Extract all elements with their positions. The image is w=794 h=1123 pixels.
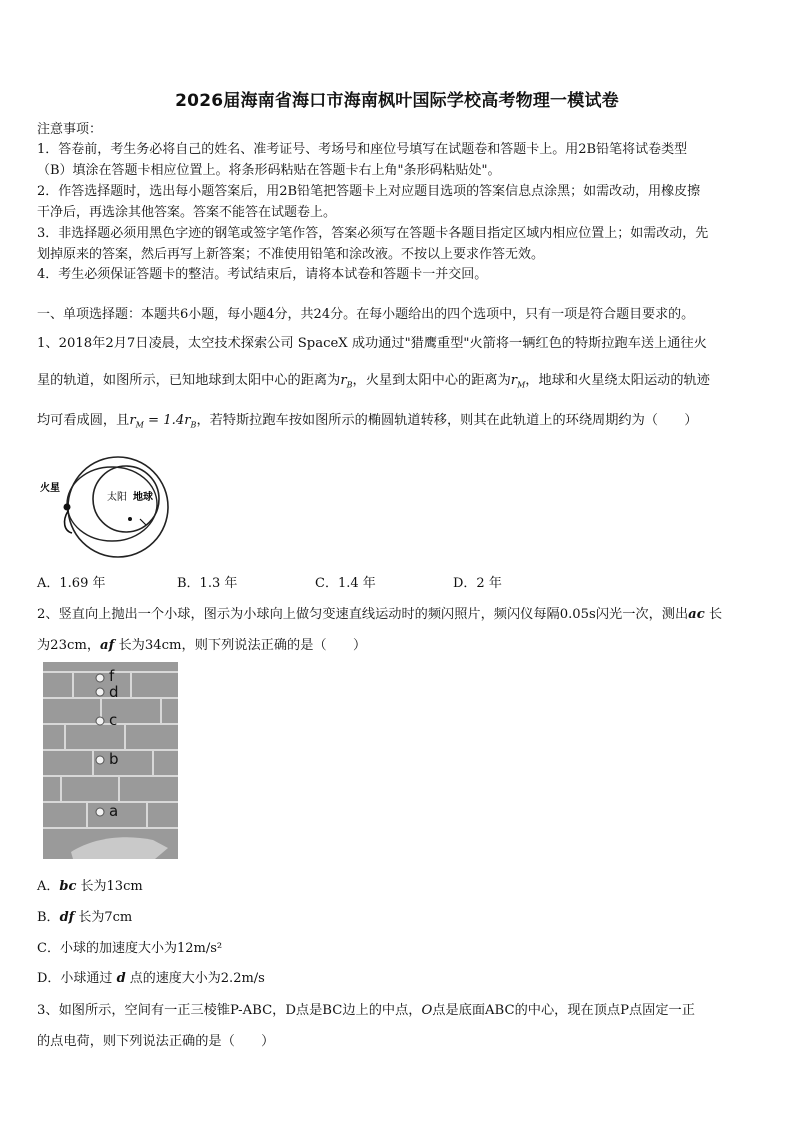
q1-option-a: A．1.69 年	[37, 576, 106, 591]
label-b: b	[109, 750, 119, 768]
q2-option-d: D．小球通过 d 点的速度大小为2.2m/s	[37, 971, 265, 986]
section-heading: 一、单项选择题：本题共6小题，每小题4分，共24分。在每小题给出的四个选项中，只有一项是符合题目要求的。	[37, 307, 695, 322]
equation: $r_M = 1.4r_B$	[129, 413, 197, 430]
var-rB: $r_B$	[340, 373, 353, 390]
notice-line: 干净后，再选涂其他答案。答案不能答在试题卷上。	[37, 205, 337, 220]
q1-option-d: D．2 年	[453, 576, 502, 591]
q1-option-b: B．1.3 年	[177, 576, 238, 591]
orbit-figure	[36, 455, 171, 559]
label-d: d	[109, 683, 119, 701]
q2-option-a: A．bc 长为13cm	[37, 879, 143, 894]
var-rM: $r_M$	[510, 373, 526, 390]
ball-c	[96, 717, 104, 725]
q2-line2: 为23cm，af 长为34cm，则下列说法正确的是（ ）	[37, 638, 367, 653]
q2-line1: 2、竖直向上抛出一个小球，图示为小球向上做匀变速直线运动时的频闪照片，频闪仪每隔0.05s闪光一次，测出ac 长	[37, 607, 723, 622]
strobe-photo	[43, 662, 178, 859]
transfer-orbit	[67, 467, 157, 541]
notice-heading: 注意事项：	[37, 122, 103, 137]
q1-line3: 均可看成圆，且$r_M = 1.4r_B$，若特斯拉跑车按如图所示的椭圆轨道转移，则其在此轨道上的环绕周期约为（ ）	[37, 413, 698, 430]
label-f: f	[109, 667, 115, 685]
sun-label: 太阳	[107, 492, 127, 503]
page-title: 2026届海南省海口市海南枫叶国际学校高考物理一模试卷	[175, 91, 619, 111]
q1-line1: 1、2018年2月7日凌晨，太空技术探索公司 SpaceX 成功通过"猎鹰重型"火箭将一辆红色的特斯拉跑车送上通往火	[37, 336, 707, 351]
notice-line: 4．考生必须保证答题卡的整洁。考试结束后，请将本试卷和答题卡一并交回。	[37, 267, 488, 282]
mars-orbit	[68, 457, 168, 557]
notice-line: 3．非选择题必须用黑色字迹的钢笔或签字笔作答，答案必须写在答题卡各题目指定区域内相应位置上；如需改动，先	[37, 226, 709, 241]
q2-option-b: B．df 长为7cm	[37, 910, 133, 925]
q3-line2: 的点电荷，则下列说法正确的是（ ）	[37, 1034, 275, 1049]
ball-b	[96, 756, 104, 764]
earth-label: 地球	[133, 492, 153, 503]
notice-line: 划掉原来的答案，然后再写上新答案；不准使用铅笔和涂改液。不按以上要求作答无效。	[37, 247, 545, 262]
ball-a	[96, 808, 104, 816]
q1-option-c: C．1.4 年	[315, 576, 376, 591]
notice-line: 1．答卷前，考生务必将自己的姓名、准考证号、考场号和座位号填写在试题卷和答题卡上。用2B铅笔将试卷类型	[37, 142, 688, 157]
q3-line1: 3、如图所示，空间有一正三棱锥P-ABC，D点是BC边上的中点，O点是底面ABC的中心，现在顶点P点固定一正	[37, 1003, 695, 1018]
ball-d	[96, 688, 104, 696]
ball-f	[96, 674, 104, 682]
earth-marker	[140, 519, 146, 525]
notice-line: 2．作答选择题时，选出每小题答案后，用2B铅笔把答题卡上对应题目选项的答案信息点涂黑；如需改动，用橡皮擦	[37, 184, 701, 199]
q2-option-c: C．小球的加速度大小为12m/s²	[37, 941, 223, 956]
notice-line: （B）填涂在答题卡相应位置上。将条形码粘贴在答题卡右上角"条形码粘贴处"。	[37, 163, 501, 178]
mars-label: 火星	[40, 483, 60, 494]
sun-dot	[128, 517, 132, 521]
label-c: c	[109, 711, 118, 729]
mars-dot	[64, 504, 71, 511]
q1-line2: 星的轨道，如图所示，已知地球到太阳中心的距离为$r_B$，火星到太阳中心的距离为$r_M$，地球和火星绕太阳运动的轨迹	[37, 373, 710, 390]
label-a: a	[109, 802, 119, 820]
